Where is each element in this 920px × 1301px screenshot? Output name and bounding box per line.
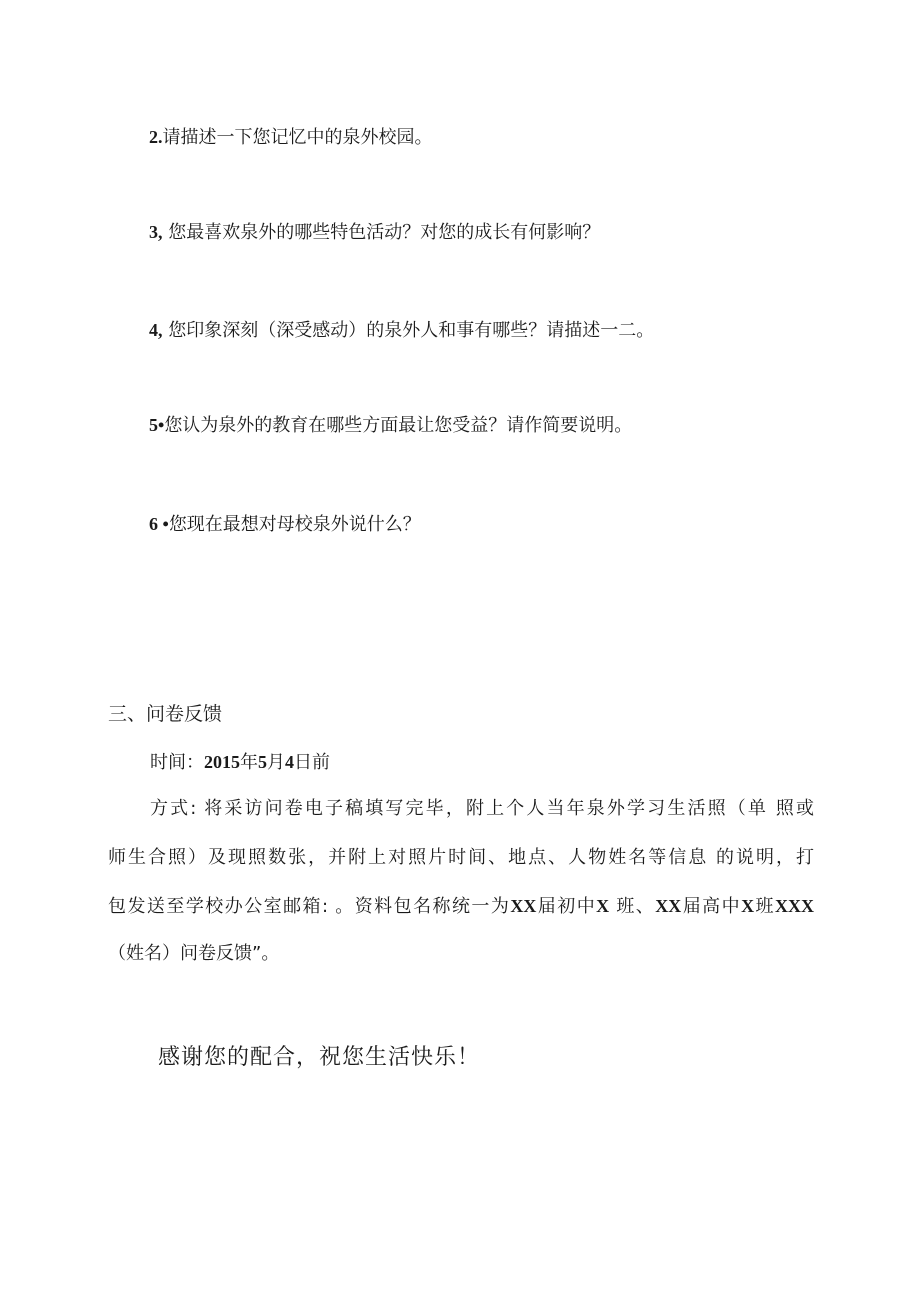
method-line-2: 师生合照）及现照数张，并附上对照片时间、地点、人物姓名等信息 的说明，打 — [108, 847, 814, 868]
method-text: 届初中 — [536, 896, 597, 917]
deadline-line — [150, 750, 330, 775]
method-placeholder: X — [596, 896, 610, 916]
method-placeholder: XX — [510, 896, 537, 916]
method-placeholder: X — [741, 896, 755, 916]
question-4 — [149, 318, 654, 343]
question-number: 5• — [149, 415, 165, 435]
question-number: 4, — [149, 320, 163, 340]
section-heading: 三、问卷反馈 — [108, 703, 223, 725]
question-text: 您现在最想对母校泉外说什么？ — [168, 514, 421, 535]
method-line-1: 方式: 将采访问卷电子稿填写完毕，附上个人当年泉外学习生活照（单 照或 — [150, 798, 814, 819]
method-text: 班 — [754, 896, 776, 917]
method-text: 届高中 — [681, 896, 742, 917]
question-6 — [149, 512, 421, 537]
deadline-month: 5 — [258, 752, 267, 772]
question-number: 2. — [149, 127, 163, 147]
deadline-day: 4 — [285, 752, 294, 772]
question-5 — [149, 413, 632, 438]
question-text: 您最喜欢泉外的哪些特色活动？对您的成长有何影响？ — [162, 222, 601, 243]
deadline-year: 2015 — [204, 752, 240, 772]
deadline-day-unit: 日前 — [294, 752, 330, 773]
method-text: 班、 — [609, 896, 656, 917]
closing-thanks: 感谢您的配合，祝您生活快乐！ — [158, 1045, 481, 1070]
method-placeholder: XXX — [775, 896, 815, 916]
deadline-month-unit: 月 — [267, 752, 285, 773]
question-number: 6 • — [149, 514, 169, 534]
question-number: 3, — [149, 222, 163, 242]
method-line-3 — [108, 894, 814, 919]
question-text: 您认为泉外的教育在哪些方面最让您受益？请作简要说明。 — [164, 415, 633, 436]
time-label: 时间： — [150, 752, 204, 773]
deadline-year-unit: 年 — [240, 752, 258, 773]
method-text: 包发送至学校办公室邮箱: 。资料包名称统一为 — [108, 896, 511, 917]
question-2 — [149, 125, 433, 150]
question-text: 请描述一下您记忆中的泉外校园。 — [162, 127, 433, 148]
method-line-4: （姓名）问卷反馈”。 — [108, 943, 280, 964]
method-placeholder: XX — [655, 896, 682, 916]
question-text: 您印象深刻（深受感动）的泉外人和事有哪些？请描述一二。 — [162, 320, 655, 341]
question-3 — [149, 220, 600, 245]
